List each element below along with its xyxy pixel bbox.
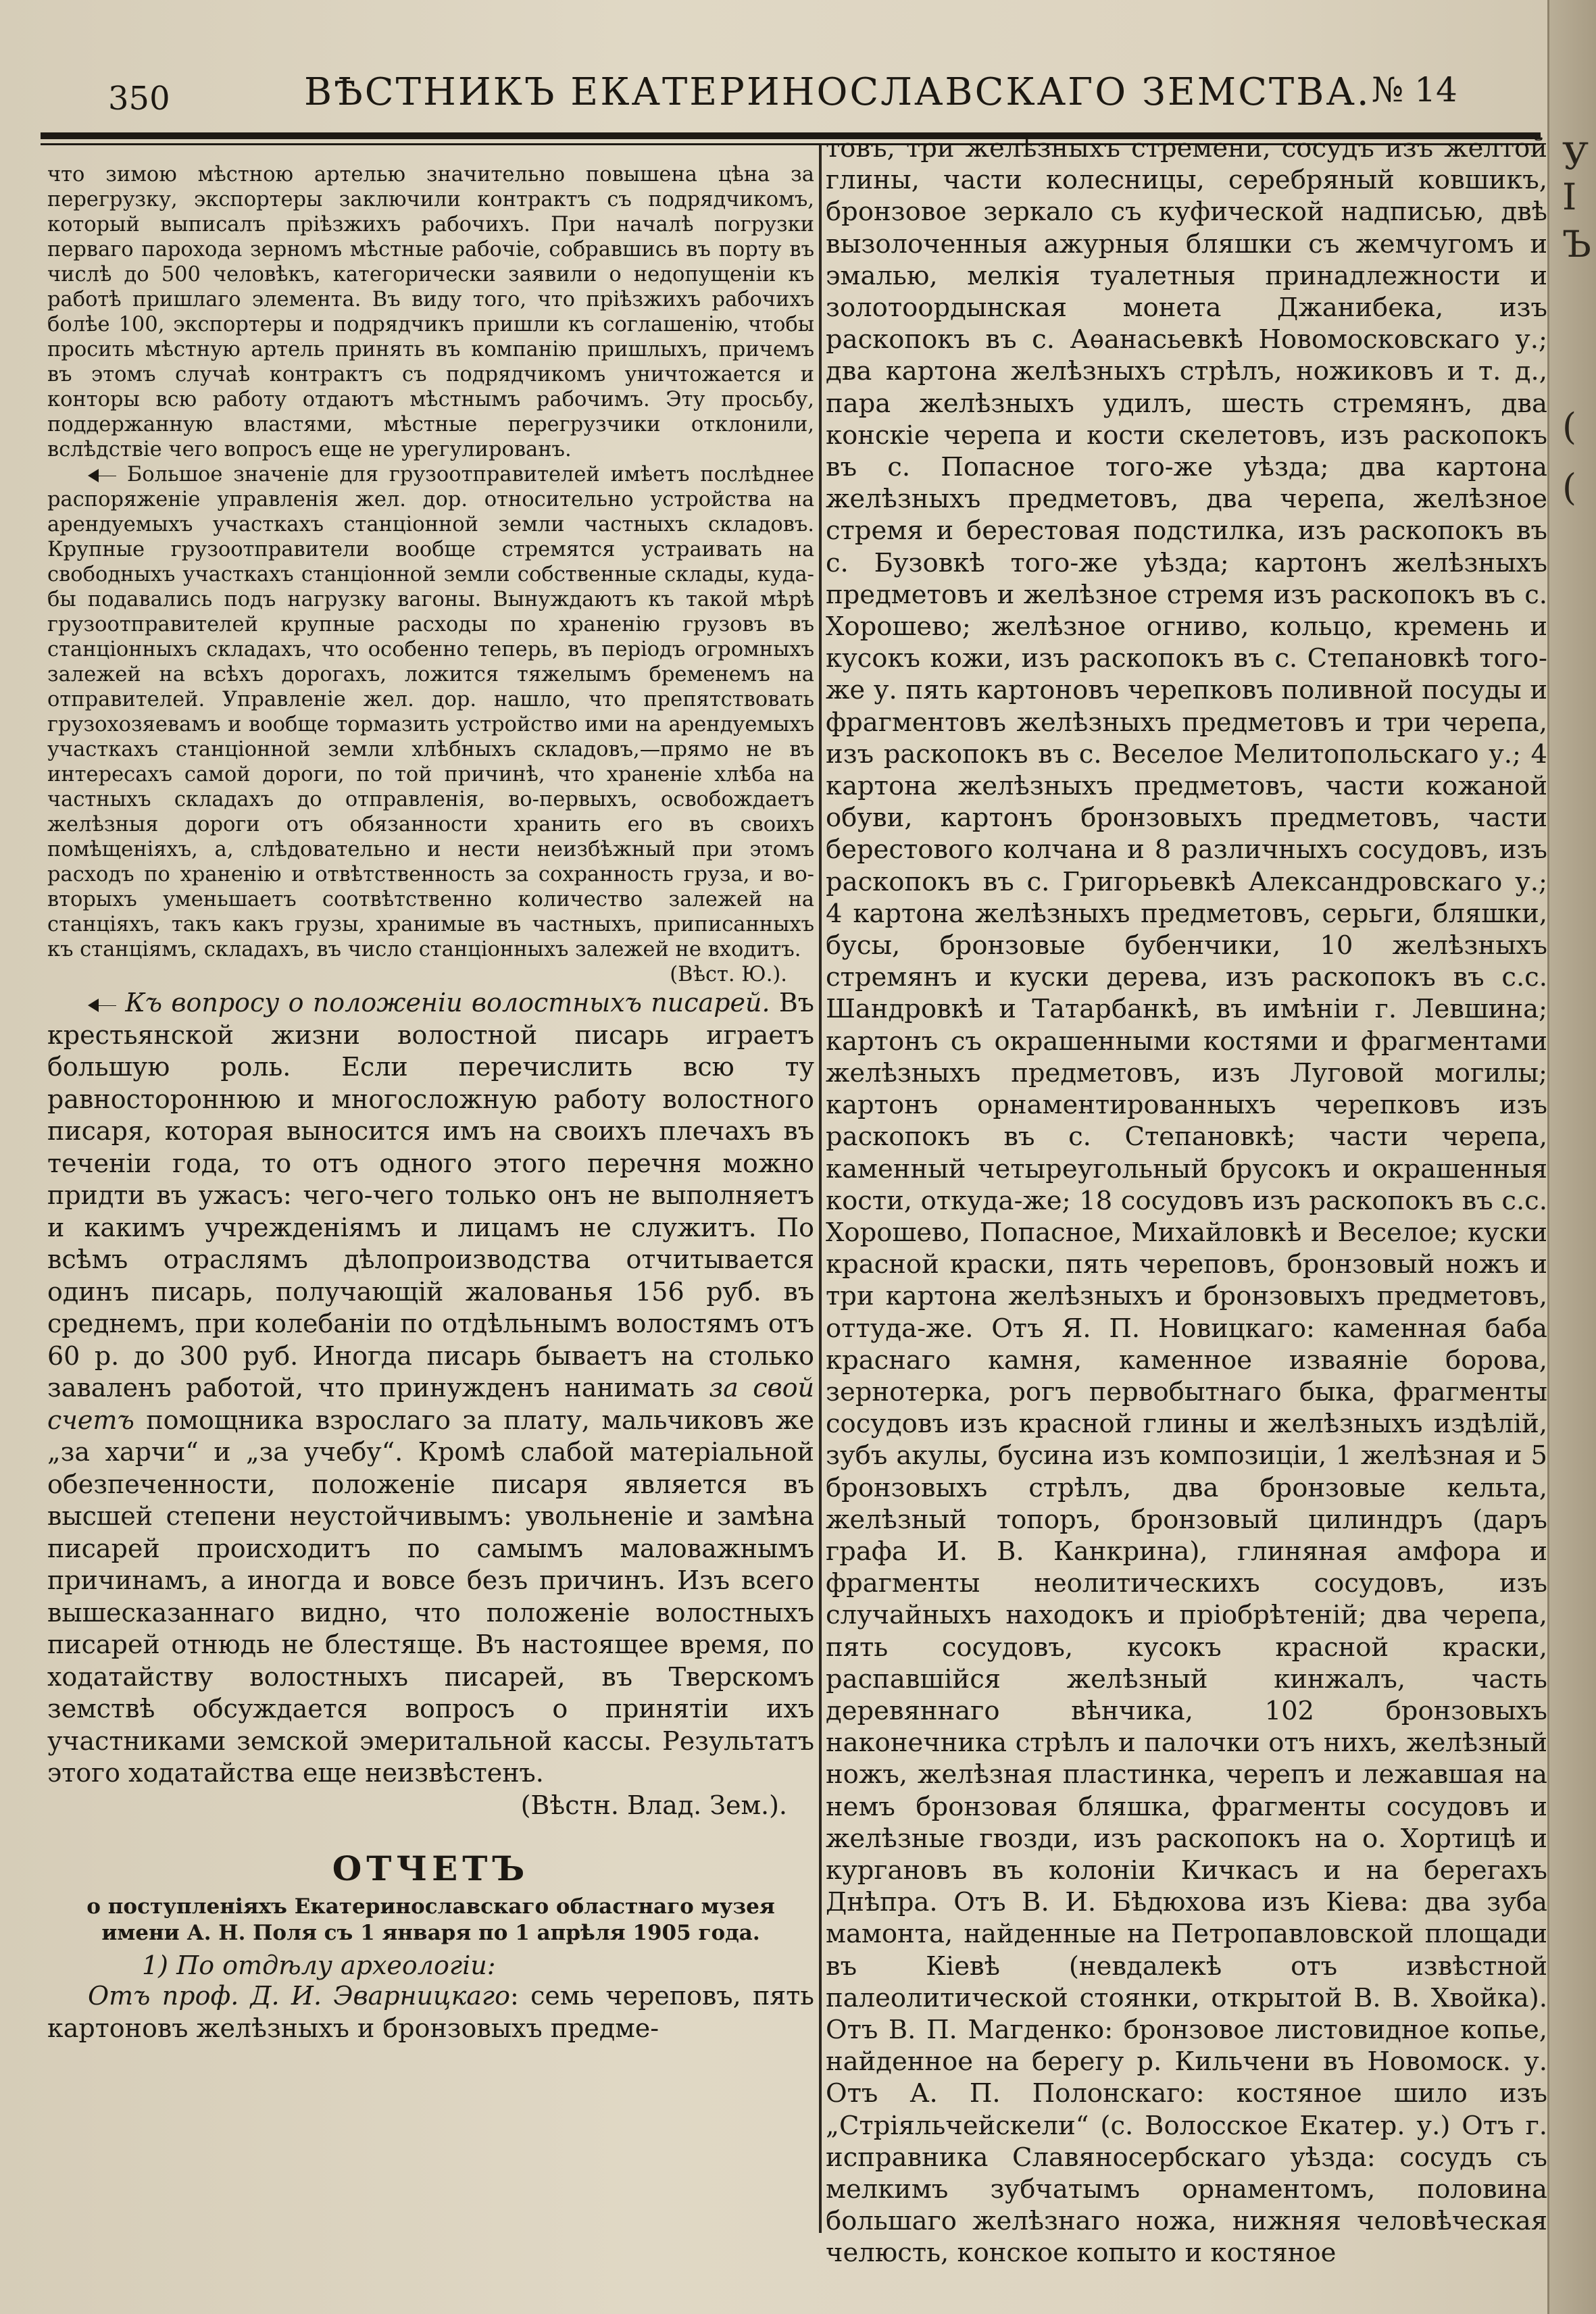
report-text: : семь череповъ, пять картоновъ желѣзныхъ и бронзовыхъ предме- (47, 1981, 814, 2043)
report-title: ОТЧЕТЪ (332, 1848, 530, 1888)
edge-glyph: ( (1562, 405, 1577, 448)
donor-name: Отъ проф. Д. И. Эварницкаго (88, 1981, 510, 2011)
article-text: помощника взрослаго за плату, мальчиковъ же „за харчи“ и „за учебу“. Кромѣ слабой матеріальной обезпеченности, положеніе писаря является въ высшей степени неустойчивымъ: увольненіе и замѣна писарей происходитъ по самымъ маловажнымъ причинамъ, а иногда и вовсе безъ причинъ. Изъ всего вышесказаннаго видно, что положеніе волостныхъ писарей отнюдь не блестяще. Въ настоящее время, по ходатайству волостныхъ писарей, въ Тверскомъ земствѣ обсуждается вопросъ о принятіи ихъ участниками земской эмеритальной кассы. Результатъ этого ходатайства еще неизвѣстенъ. (47, 1405, 814, 1788)
right-column (826, 132, 1547, 2301)
edge-glyph: У (1562, 135, 1589, 178)
article-text: Большое значеніе для грузоотправителей имѣетъ послѣднее распоряженіе управленія жел. дор. относительно устройства на арендуемыхъ участкахъ станціонной земли частныхъ складовъ. Крупные грузоотправители вообще стремятся устраивать на свободныхъ участкахъ станціонной земли собственные склады, куда-бы подавались подъ нагрузку вагоны. Вынуждаютъ къ такой мѣрѣ грузоотправителей крупные расходы по храненію грузовъ въ станціонныхъ складахъ, что особенно теперь, въ періодъ огромныхъ залежей на всѣхъ дорогахъ, ложится тяжелымъ бременемъ на отправителей. Управленіе жел. дор. нашло, что препятствовать грузохозяевамъ и вообще тормазить устройство ими на арендуемыхъ участкахъ станціонной земли хлѣбныхъ складовъ,—прямо не въ интересахъ самой дороги, по той причинѣ, что храненіе хлѣба на частныхъ складахъ до отправленія, во-первыхъ, освобождаетъ желѣзныя дороги отъ обязанности хранить его въ своихъ помѣщеніяхъ, а, слѣдовательно и нести неизбѣжный при этомъ расходъ по храненію и отвѣтственность за сохранность груза, и во-вторыхъ уменьшаетъ соотвѣтственно количество залежей на станціяхъ, такъ какъ грузы, хранимые въ частныхъ, приписанныхъ къ станціямъ, складахъ, въ число станціонныхъ залежей не входитъ. (47, 463, 814, 961)
article-text-italic: за свой счетъ (47, 1373, 814, 1435)
source-note: (Вѣст. Ю.). (670, 963, 787, 986)
article-volost-clerks (47, 987, 814, 1790)
section-marker-icon (88, 468, 116, 484)
left-column (47, 162, 814, 2304)
next-page-edge (1547, 0, 1596, 2314)
article-station-warehouses (47, 462, 814, 962)
section-marker-icon (88, 997, 116, 1013)
page-header (101, 32, 1480, 134)
edge-glyph: Ъ (1562, 223, 1591, 266)
page-number: 350 (108, 80, 170, 118)
column-divider (819, 145, 822, 2233)
report-continuation: товъ, три желѣзныхъ стремени, сосудъ изъ желтой глины, части колесницы, серебряный ковшикъ, бронзовое зеркало съ куфической надписью, двѣ вызолоченныя ажурныя бляшки съ жемчугомъ и эмалью, мелкія туалетныя принадлежности и золотоордынская монета Джанибека, изъ раскопокъ въ с. Аѳанасьевкѣ Новомосковскаго у.; два картона желѣзныхъ стрѣлъ, ножиковъ и т. д., пара желѣзныхъ удилъ, шесть стремянъ, два конскіе черепа и кости скелетовъ, изъ раскопокъ въ с. Попасное того-же уѣзда; два картона желѣзныхъ предметовъ, два черепа, желѣзное стремя и берестовая подстилка, изъ раскопокъ въ с. Бузовкѣ того-же уѣзда; картонъ желѣзныхъ предметовъ и желѣзное стремя изъ раскопокъ въ с. Хорошево; желѣзное огниво, кольцо, кремень и кусокъ кожи, изъ раскопокъ въ с. Степановкѣ того-же у. пять картоновъ черепковъ поливной посуды и фрагментовъ желѣзныхъ предметовъ и три черепа, изъ раскопокъ въ с. Веселое Мелитопольскаго у.; 4 картона желѣзныхъ предметовъ, части кожаной обуви, картонъ бронзовыхъ предметовъ, части берестового колчана и 8 различныхъ сосудовъ, изъ раскопокъ въ с. Григорьевкѣ Александровскаго у.; 4 картона желѣзныхъ предметовъ, серьги, бляшки, бусы, бронзовые бубенчики, 10 желѣзныхъ стремянъ и куски дерева, изъ раскопокъ въ с.с. Шандровкѣ и Татарбанкѣ, въ имѣніи г. Левшина; картонъ съ окрашенными костями и фрагментами желѣзныхъ предметовъ, изъ Луговой могилы; картонъ орнаментированныхъ черепковъ изъ раскопокъ въ с. Степановкѣ; части черепа, каменный четыреугольный брусокъ и окрашенныя кости, откуда-же; 18 сосудовъ изъ раскопокъ въ с.с. Хорошево, Попасное, Михайловкѣ и Веселое; куски красной краски, пять череповъ, бронзовый ножъ и три картона желѣзныхъ и бронзовыхъ предметовъ, оттуда-же. Отъ Я. П. Новицкаго: каменная баба краснаго камня, каменное изваяніе борова, зернотерка, рогъ первобытнаго быка, фрагменты сосудовъ изъ красной глины и желѣзныхъ издѣлій, зубъ акулы, бусина изъ композиціи, 1 желѣзная и 5 бронзовыхъ стрѣлъ, два бронзовые кельта, желѣзный топоръ, бронзовый цилиндръ (даръ графа И. В. Канкрина), глиняная амфора и фрагменты неолитическихъ сосудовъ, изъ случайныхъ находокъ и пріобрѣтеній; два черепа, пять сосудовъ, кусокъ красной краски, распавшійся желѣзный кинжалъ, часть деревяннаго вѣнчика, 102 бронзовыхъ наконечника стрѣлъ и палочки отъ нихъ, желѣзный ножъ, желѣзная пластинка, черепъ и лежавшая на немъ бронзовая бляшка, фрагменты сосудовъ и желѣзные гвозди, изъ раскопокъ на о. Хортицѣ и кургановъ въ колоніи Кичкасъ и на берегахъ Днѣпра. Отъ В. И. Бѣдюхова изъ Кіева: два зуба мамонта, найденные на Петропавловской площади въ Кіевѣ (невдалекѣ отъ извѣстной палеолитической стоянки, открытой В. В. Хвойка). Отъ В. П. Магденко: бронзовое листовидное копье, найденное на берегу р. Кильчени въ Новомоск. у. Отъ А. П. Полонскаго: костяное шило изъ „Стріяльчейскели“ (с. Волосское Екатер. у.) Отъ г. исправника Славяносербскаго уѣзда: сосудъ съ мелкимъ зубчатымъ орнаментомъ, половина большаго желѣзнаго ножа, нижняя человѣческая челюсть, конское копыто и костяное (826, 133, 1547, 2269)
edge-glyph: I (1562, 176, 1577, 218)
edge-glyph: ( (1562, 466, 1577, 509)
article-grain-loading: что зимою мѣстною артелью значительно повышена цѣна за перегрузку, экспортеры заключили контрактъ съ подрядчикомъ, который выписалъ пріѣзжихъ рабочихъ. При началѣ погрузки перваго парохода зерномъ мѣстные рабочіе, собравшись въ порту въ числѣ до 500 человѣкъ, категорически заявили о недопущеніи къ работѣ пришлаго элемента. Въ виду того, что пріѣзжихъ рабочихъ болѣе 100, экспортеры и подрядчикъ пришли къ соглашенію, чтобы просить мѣстную артель принять въ компанію пришлыхъ, причемъ въ этомъ случаѣ контрактъ съ подрядчикомъ уничтожается и конторы всю работу отдаютъ мѣстнымъ рабочимъ. Эту просьбу, поддержанную властями, мѣстные перегрузчики отклонили, вслѣдствіе чего вопросъ еще не урегулированъ. (47, 163, 814, 461)
report-entry (47, 1980, 814, 2044)
issue-number: № 14 (1372, 70, 1457, 109)
source-note: (Вѣстн. Влад. Зем.). (520, 1790, 787, 1820)
journal-title: ВѢСТНИКЪ ЕКАТЕРИНОСЛАВСКАГО ЗЕМСТВА. (304, 70, 1371, 114)
article-text: Въ крестьянской жизни волостной писарь играетъ большую роль. Если перечислить всю ту равностороннюю и многосложную работу волостного писаря, которая выносится имъ на своихъ плечахъ въ теченіи года, то отъ одного этого перечня можно придти въ ужасъ: чего-чего только онъ не выполняетъ и какимъ учрежденіямъ и лицамъ не служитъ. По всѣмъ отраслямъ дѣлопроизводства отчитывается одинъ писарь, получающій жалованья 156 руб. въ среднемъ, при колебаніи по отдѣльнымъ волостямъ отъ 60 р. до 300 руб. Иногда писарь бываетъ на столько заваленъ работой, что принужденъ нанимать (47, 988, 814, 1403)
article-title: Къ вопросу о положеніи волостныхъ писарей. (125, 988, 770, 1017)
department-heading: 1) По отдѣлу археологіи: (142, 1951, 496, 1980)
report-subtitle: о поступленіяхъ Екатеринославскаго областнаго музея имени А. Н. Поля съ 1 января по 1 апрѣля 1905 года. (86, 1894, 775, 1945)
